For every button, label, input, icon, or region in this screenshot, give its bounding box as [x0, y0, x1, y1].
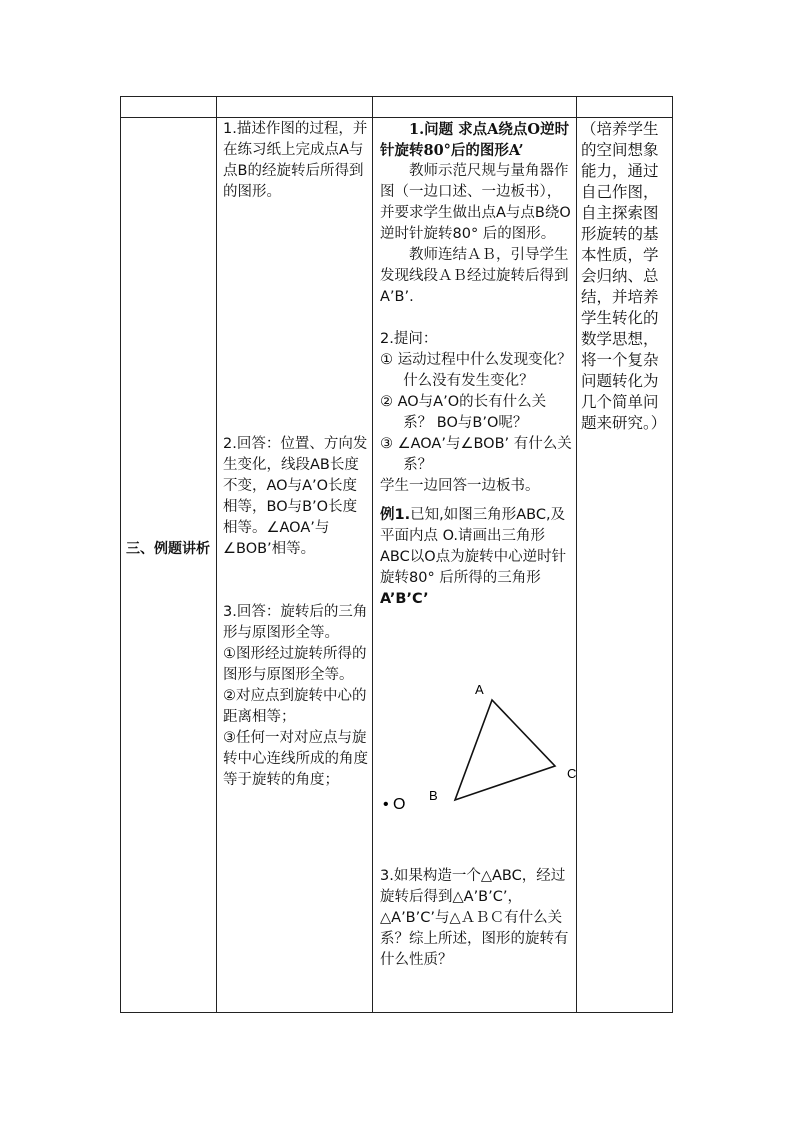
point-o-label: • O [383, 796, 406, 810]
question-1-connect-text: 教师连结ＡＢ，引导学生发现线段ＡＢ经过旋转后得到A’B’. [380, 247, 569, 305]
example-1-label: 例1. [380, 507, 411, 523]
question-2-item: ③ ∠AOA’与∠BOB’ 有什么关系？ [380, 436, 572, 473]
question-1-demo-text: 教师示范尺规与量角器作图（一边口述、一边板书），并要求学生做出点A与点B绕O逆时针旋转80° 后的图形。 [380, 163, 571, 242]
design-intent-text: （培养学生的空间想象能力，通过自己作图，自主探索图形旋转的基本性质，学会归纳、总结，并培养学生转化的数学思想，将一个复杂问题转化为几个简单问题来研究。） [581, 120, 667, 432]
student-activity-3-item: ③任何一对对应点与旋转中心连线所成的角度等于旋转的角度； [223, 730, 368, 788]
example-1 [380, 505, 573, 610]
question-3-text: 3.如果构造一个△ABC，经过旋转后得到△A’B’C’，△A’B’C’与△ＡＢＣ有什么关系？综上所述，图形的旋转有什么性质？ [380, 868, 569, 968]
vertex-c-label: C [567, 766, 577, 781]
vertex-b-label: B [429, 788, 438, 803]
student-activity-1: 1.描述作图的过程，并在练习纸上完成点A与点B的经旋转后所得到的图形。 [223, 121, 368, 200]
student-activity-2: 2.回答：位置、方向发生变化，线段AB长度不变，AO与A’O长度相等，BO与B’O长度相等。∠AOA’与∠BOB’相等。 [223, 436, 368, 557]
column-divider-1 [216, 96, 217, 1013]
table-bottom-border [120, 1012, 673, 1013]
column-divider-2 [372, 96, 373, 1013]
vertex-a-label: A [475, 682, 484, 697]
student-activity-3-item: ②对应点到旋转中心的距离相等； [223, 688, 367, 725]
table-right-border [672, 96, 673, 1013]
table-top-border [120, 96, 673, 97]
question-3-cell [380, 866, 573, 971]
question-1-title: 1.问题 求点A绕点O逆时针旋转80°后的图形A’ [380, 121, 570, 159]
student-activity-cell [223, 119, 369, 791]
student-activity-3-item: ①图形经过旋转所得的图形与原图形全等。 [223, 646, 367, 683]
question-2-item: ② AO与A’O的长有什么关系？ BO与B’O呢？ [380, 394, 547, 431]
student-activity-3-intro: 3.回答：旋转后的三角形与原图形全等。 [223, 604, 368, 641]
stage-label: 三、例题讲析 [126, 541, 210, 557]
column-divider-3 [576, 96, 577, 1013]
header-row-divider [120, 117, 673, 118]
question-2-item: ① 运动过程中什么发现变化？什么没有发生变化？ [380, 352, 572, 389]
design-intent-cell [581, 119, 669, 434]
triangle-abc [455, 700, 555, 800]
teacher-activity-cell [380, 119, 573, 610]
question-2-title: 2.提问： [380, 331, 438, 347]
question-2-note: 学生一边回答一边板书。 [380, 478, 540, 494]
example-1-text: 已知,如图三角形ABC,及平面内点 O.请画出三角形ABC以O点为旋转中心逆时针旋转80° 后所得的三角形 [380, 507, 567, 586]
triangle-abc-figure [380, 680, 580, 810]
example-1-target: A’B’C’ [380, 591, 429, 607]
